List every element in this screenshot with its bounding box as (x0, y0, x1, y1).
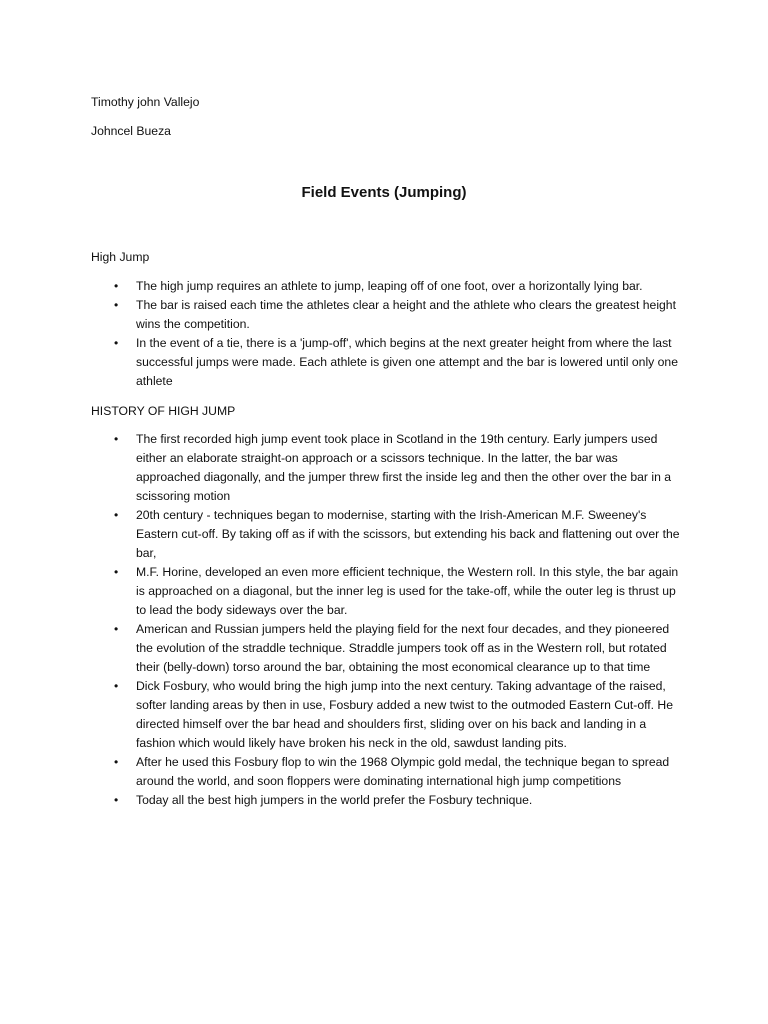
list-item (0, 563, 768, 620)
list-item (0, 277, 768, 296)
list-item-text: After he used this Fosbury flop to win the 1968 Olympic gold medal, the technique began to spread around the world, and soon floppers were dominating international high jump competitions (136, 755, 670, 788)
author-name-1: Timothy john Vallejo (91, 95, 200, 109)
list-item (0, 296, 768, 334)
list-item (0, 753, 768, 791)
author-name-2: Johncel Bueza (91, 124, 171, 138)
high-jump-bullet-list (0, 277, 768, 391)
list-item-text: The bar is raised each time the athletes clear a height and the athlete who clears the greatest height wins the competition. (136, 298, 676, 331)
list-item-text: M.F. Horine, developed an even more efficient technique, the Western roll. In this style, the bar again is approached on a diagonal, but the inner leg is used for the take-off, while the outer leg is thrust up to lead the body sideways over the bar. (136, 565, 679, 617)
list-item (0, 430, 768, 506)
bullet-icon: • (114, 508, 119, 522)
section-heading-history: HISTORY OF HIGH JUMP (91, 404, 236, 418)
list-item-text: The high jump requires an athlete to jump, leaping off of one foot, over a horizontally lying bar. (136, 279, 643, 293)
list-item-text: American and Russian jumpers held the playing field for the next four decades, and they pioneered the evolution of the straddle technique. Straddle jumpers took off as in the Western roll, but rotated their (belly-down) torso around the bar, obtaining the most economical clearance up to that time (136, 622, 670, 674)
section-heading-high-jump: High Jump (91, 250, 150, 264)
bullet-icon: • (114, 565, 119, 579)
list-item (0, 620, 768, 677)
document-title: Field Events (Jumping) (301, 184, 467, 201)
list-item (0, 677, 768, 753)
bullet-icon: • (114, 622, 119, 636)
list-item-text: In the event of a tie, there is a 'jump-off', which begins at the next greater height from where the last successful jumps were made. Each athlete is given one attempt and the bar is lowered until only one athlete (136, 336, 678, 388)
bullet-icon: • (114, 279, 119, 293)
list-item-text: The first recorded high jump event took place in Scotland in the 19th century. Early jumpers used either an elaborate straight-on approach or a scissors technique. In the latter, the bar was approached diagonally, and the jumper threw first the inside leg and then the other over the bar in a scissoring motion (136, 432, 672, 503)
bullet-icon: • (114, 432, 119, 446)
bullet-icon: • (114, 336, 119, 350)
list-item (0, 506, 768, 563)
bullet-icon: • (114, 679, 119, 693)
list-item (0, 791, 768, 810)
list-item-text: Dick Fosbury, who would bring the high jump into the next century. Taking advantage of the raised, softer landing areas by then in use, Fosbury added a new twist to the outmoded Eastern Cut-off. He directed himself over the bar head and shoulders first, sliding over on his back and landing in a fashion which would likely have broken his neck in the old, sawdust landing pits. (136, 679, 674, 750)
list-item-text: 20th century - techniques began to modernise, starting with the Irish-American M.F. Sweeney's Eastern cut-off. By taking off as if with the scissors, but extending his back and flattening out over the bar, (136, 508, 680, 560)
list-item (0, 334, 768, 391)
bullet-icon: • (114, 755, 119, 769)
history-bullet-list (0, 430, 768, 810)
list-item-text: Today all the best high jumpers in the world prefer the Fosbury technique. (136, 793, 533, 807)
bullet-icon: • (114, 298, 119, 312)
bullet-icon: • (114, 793, 119, 807)
